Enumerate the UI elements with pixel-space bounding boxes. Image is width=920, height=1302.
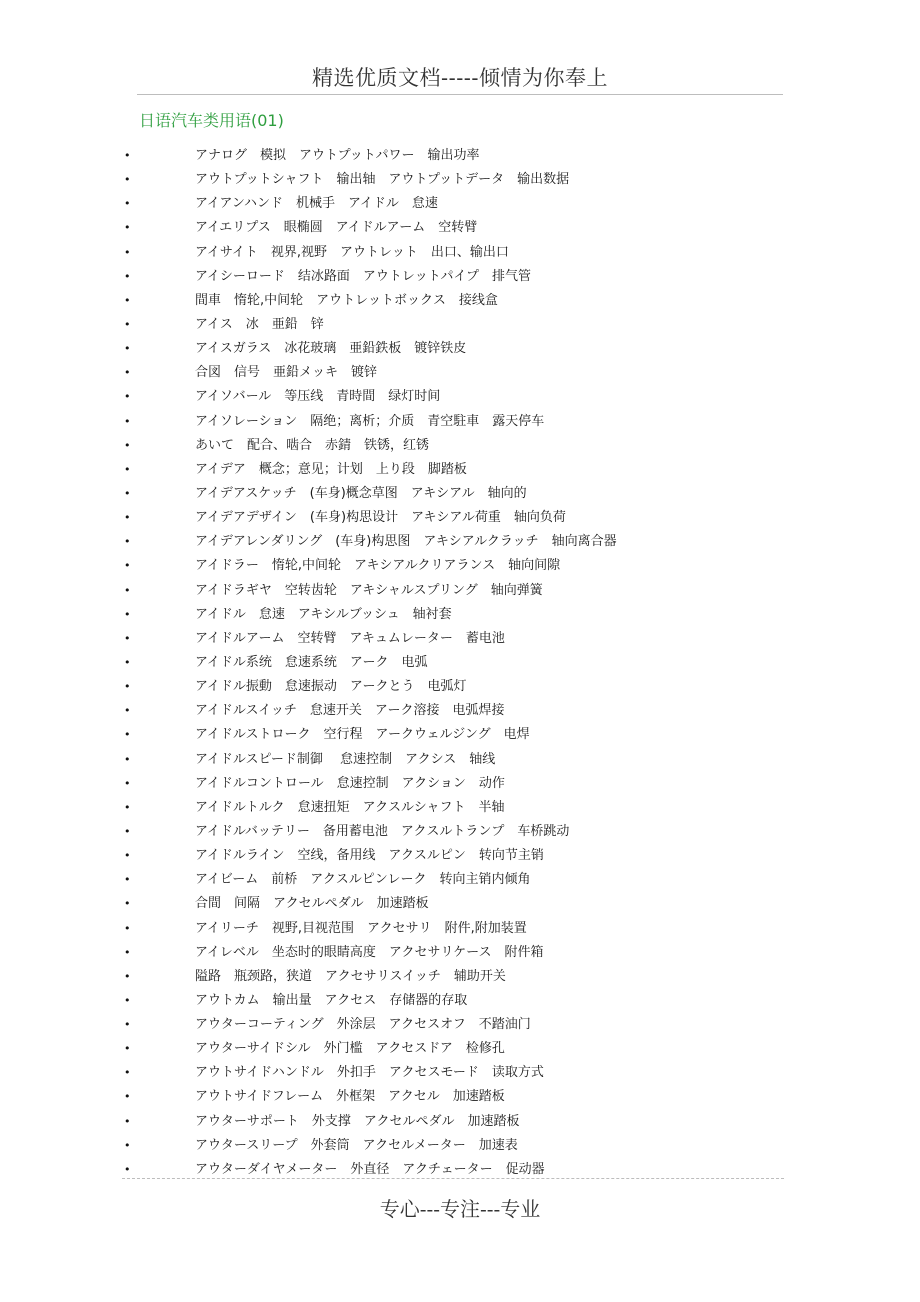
bullet-marker: •: [124, 1042, 131, 1056]
bullet-marker: •: [124, 1018, 131, 1032]
term-entry-text: アイドルスイッチ 怠速开关 アーク溶接 电弧焊接: [195, 703, 505, 719]
term-entry-text: アウトサイドハンドル 外扣手 アクセスモード 读取方式: [195, 1065, 544, 1081]
bullet-marker: •: [124, 414, 131, 428]
bullet-marker: •: [124, 1138, 131, 1152]
bullet-marker: •: [124, 824, 131, 838]
bullet-marker: •: [124, 149, 131, 162]
bullet-marker: •: [124, 245, 131, 259]
bullet-marker: •: [124, 969, 131, 983]
term-entry-text: アイドルトルク 怠速扭矩 アクスルシャフト 半轴: [195, 799, 505, 815]
bullet-marker: •: [124, 342, 131, 356]
bullet-marker: •: [124, 317, 131, 331]
term-entry-text: 間車 惰轮,中间轮 アウトレットボックス 接线盒: [195, 292, 498, 308]
term-entry-text: 隘路 瓶颈路，狭道 アクセサリスイッチ 辅助开关: [195, 968, 506, 984]
bullet-marker: •: [124, 559, 131, 573]
bullet-marker: •: [124, 921, 131, 935]
term-entry-text: アイデアデザイン (车身)构思设计 アキシアル荷重 轴向负荷: [195, 510, 566, 526]
term-entry-text: アイドラギヤ 空转齿轮 アキシャルスプリング 轴向弹簧: [195, 582, 543, 598]
bullet-marker: •: [124, 800, 131, 814]
bullet-marker: •: [124, 873, 131, 887]
term-entry-text: アイドル系统 怠速系统 アーク 电弧: [195, 654, 428, 670]
bullet-marker: •: [124, 704, 131, 718]
term-entry-text: アイデア 概念；意见；计划 上り段 脚踏板: [195, 461, 467, 477]
bullet-marker: •: [124, 583, 131, 597]
term-entry-text: アウトサイドフレーム 外框架 アクセル 加速踏板: [195, 1089, 505, 1105]
term-entry-text: アイアンハンド 机械手 アイドル 怠速: [195, 196, 438, 212]
bullet-marker: •: [124, 945, 131, 959]
page-header: 精选优质文档-----倾情为你奉上: [312, 66, 608, 90]
term-entry-text: アイデアスケッチ (车身)概念草图 アキシアル 轴向的: [195, 485, 527, 501]
bullet-marker: •: [124, 1162, 131, 1176]
term-entry-text: アイドルストローク 空行程 アークウェルジング 电焊: [195, 727, 530, 743]
term-entry-text: アイドラー 惰轮,中间轮 アキシアルクリアランス 轴向间隙: [195, 558, 561, 574]
bullet-marker: •: [124, 655, 131, 669]
bullet-marker: •: [124, 390, 131, 404]
term-entry-text: アイスガラス 冰花玻璃 亜鉛鉄板 镀锌铁皮: [195, 341, 467, 357]
term-entry-text: アイソバール 等压线 青時間 绿灯时间: [195, 389, 441, 405]
bullet-marker: •: [124, 486, 131, 500]
term-entry-text: アイドルスピード制御 怠速控制 アクシス 轴线: [195, 751, 496, 767]
term-entry-text: あいて 配合、啮合 赤錆 铁锈，红锈: [195, 437, 430, 453]
bullet-marker: •: [124, 221, 131, 235]
term-entry-text: アイシーロード 结冰路面 アウトレットパイプ 排气管: [195, 268, 532, 284]
term-entry-text: アウターコーティング 外涂层 アクセスオフ 不踏油门: [195, 1017, 531, 1033]
bullet-marker: •: [124, 728, 131, 742]
term-entry-text: アイビーム 前桥 アクスルピンレーク 转向主销内倾角: [195, 872, 531, 888]
bullet-marker: •: [124, 293, 131, 307]
term-entry-text: アイエリプス 眼椭圆 アイドルアーム 空转臂: [195, 220, 478, 236]
term-entry-text: アイソレーション 隔绝；离析；介质 青空駐車 露天停车: [195, 413, 545, 429]
bullet-marker: •: [124, 269, 131, 283]
bullet-marker: •: [124, 535, 131, 549]
term-entry-text: アイサイト 视界,视野 アウトレット 出口、输出口: [195, 244, 509, 260]
bullet-marker: •: [124, 993, 131, 1007]
term-entry-text: アウトカム 输出量 アクセス 存储器的存取: [195, 992, 468, 1008]
bullet-marker: •: [124, 438, 131, 452]
footer-divider: [122, 1178, 784, 1179]
bullet-marker: •: [124, 752, 131, 766]
term-entry-text: アウターサイドシル 外门槛 アクセスドア 检修孔: [195, 1041, 505, 1057]
bullet-marker: •: [124, 197, 131, 211]
bullet-marker: •: [124, 366, 131, 380]
term-entry-text: アイデアレンダリング (车身)构思图 アキシアルクラッチ 轴向离合器: [195, 534, 617, 550]
bullet-marker: •: [124, 897, 131, 911]
bullet-marker: •: [124, 1090, 131, 1104]
term-entry-text: アイドル 怠速 アキシルブッシュ 轴衬套: [195, 606, 452, 622]
bullet-marker: •: [124, 776, 131, 790]
term-entry-text: アイドル振動 怠速振动 アークとう 电弧灯: [195, 679, 467, 695]
document-title: 日语汽车类用语(01): [139, 111, 284, 130]
term-entry-text: 合図 信号 亜鉛メッキ 镀锌: [195, 365, 378, 381]
header-divider: [137, 94, 783, 95]
term-entry-text: アイリーチ 视野,目视范围 アクセサリ 附件,附加装置: [195, 920, 527, 936]
term-entry-text: アイドルアーム 空转臂 アキュムレーター 蓄电池: [195, 630, 505, 646]
bullet-marker: •: [124, 511, 131, 525]
bullet-marker: •: [124, 462, 131, 476]
term-entry-text: アイドルコントロール 怠速控制 アクション 动作: [195, 775, 505, 791]
term-entry-text: 合間 间隔 アクセルペダル 加速踏板: [195, 896, 429, 912]
bullet-marker: •: [124, 1114, 131, 1128]
term-entry-text: アイドルバッテリー 备用蓄电池 アクスルトランプ 车桥跳动: [195, 823, 570, 839]
term-entry-text: アナログ 模拟 アウトプットパワー 输出功率: [195, 148, 480, 163]
term-entry-text: アイス 冰 亜鉛 锌: [195, 316, 324, 332]
bullet-marker: •: [124, 607, 131, 621]
page-footer: 专心---专注---专业: [379, 1197, 541, 1221]
bullet-marker: •: [124, 173, 131, 187]
term-entry-text: アウトプットシャフト 输出轴 アウトプットデータ 输出数据: [195, 172, 570, 188]
term-entry-text: アウターダイヤメーター 外直径 アクチェーター 促动器: [195, 1161, 545, 1177]
bullet-marker: •: [124, 680, 131, 694]
term-entry-text: アイドルライン 空线，备用线 アクスルピン 转向节主销: [195, 848, 544, 864]
bullet-marker: •: [124, 1066, 131, 1080]
bullet-marker: •: [124, 631, 131, 645]
term-entry-text: アウタースリープ 外套筒 アクセルメーター 加速表: [195, 1137, 518, 1153]
bullet-marker: •: [124, 849, 131, 863]
term-entry-text: アウターサポート 外支撑 アクセルペダル 加速踏板: [195, 1113, 520, 1129]
term-entry-text: アイレベル 坐态时的眼睛高度 アクセサリケース 附件箱: [195, 944, 544, 960]
